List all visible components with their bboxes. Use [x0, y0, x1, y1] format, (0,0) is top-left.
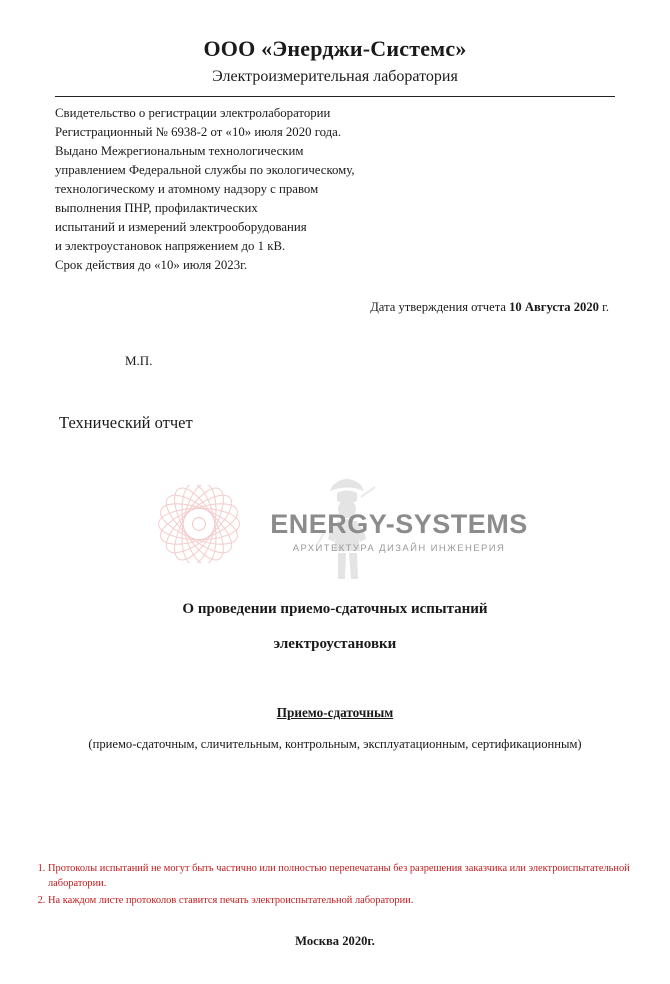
certificate-line: Свидетельство о регистрации электролаборатории — [55, 106, 331, 120]
atom-icon — [153, 485, 245, 563]
report-title: Технический отчет — [59, 413, 193, 433]
approval-label-suffix: г. — [598, 300, 609, 315]
test-type-value: Приемо-сдаточным — [276, 705, 394, 721]
logo-area — [55, 467, 615, 587]
logo-sub-text: АРХИТЕКТУРА ДИЗАЙН ИНЖЕНЕРИЯ — [292, 543, 506, 555]
logo-main-text: ENERGY-SYSTEMS — [270, 509, 528, 540]
certificate-line: Срок действия до «10» июля 2023г. — [55, 257, 248, 272]
header-divider — [55, 96, 615, 97]
certificate-line: технологическому и атомному надзору с правом — [55, 181, 319, 196]
certificate-line: Регистрационный № 6938-2 от «10» июля 2020 года. — [55, 124, 342, 139]
notes-block — [20, 862, 630, 910]
certificate-line: и электроустановок напряжением до 1 кВ. — [55, 238, 286, 253]
note-item: 1. Протоколы испытаний не могут быть частично или полностью перепечатаны без разрешения заказчика или электроиспытательной лаборатории. — [48, 862, 630, 892]
certificate-line: Выдано Межрегиональным технологическим — [55, 143, 304, 158]
company-logo — [125, 467, 545, 585]
test-type-options: (приемо-сдаточным, сличительным, контрольным, эксплуатационным, сертификационным) — [88, 737, 582, 752]
note-item: 2. На каждом листе протоколов ставится печать электроиспытательной лаборатории. — [48, 894, 630, 909]
report-subject-line2: электроустановки — [273, 636, 397, 653]
certificate-line: управлением Федеральной службы по экологическому, — [55, 162, 355, 177]
stamp-placeholder: М.П. — [125, 353, 153, 369]
approval-date-line — [55, 300, 615, 315]
report-subject-line1: О проведении приемо-сдаточных испытаний — [182, 601, 488, 618]
logo-text — [249, 509, 549, 554]
certificate-line: выполнения ПНР, профилактических — [55, 200, 258, 215]
approval-label-prefix: Дата утверждения отчета — [370, 300, 510, 315]
certificate-line: испытаний и измерений электрооборудования — [55, 219, 307, 234]
certificate-block — [55, 104, 615, 274]
footer-city-year: Москва 2020г. — [295, 934, 375, 948]
organization-name: ООО «Энерджи-Системс» — [203, 36, 467, 61]
document-page — [0, 36, 670, 984]
organization-subtitle: Электроизмерительная лаборатория — [212, 68, 458, 85]
test-type — [55, 705, 615, 721]
approval-date: 10 Августа 2020 — [509, 300, 599, 315]
